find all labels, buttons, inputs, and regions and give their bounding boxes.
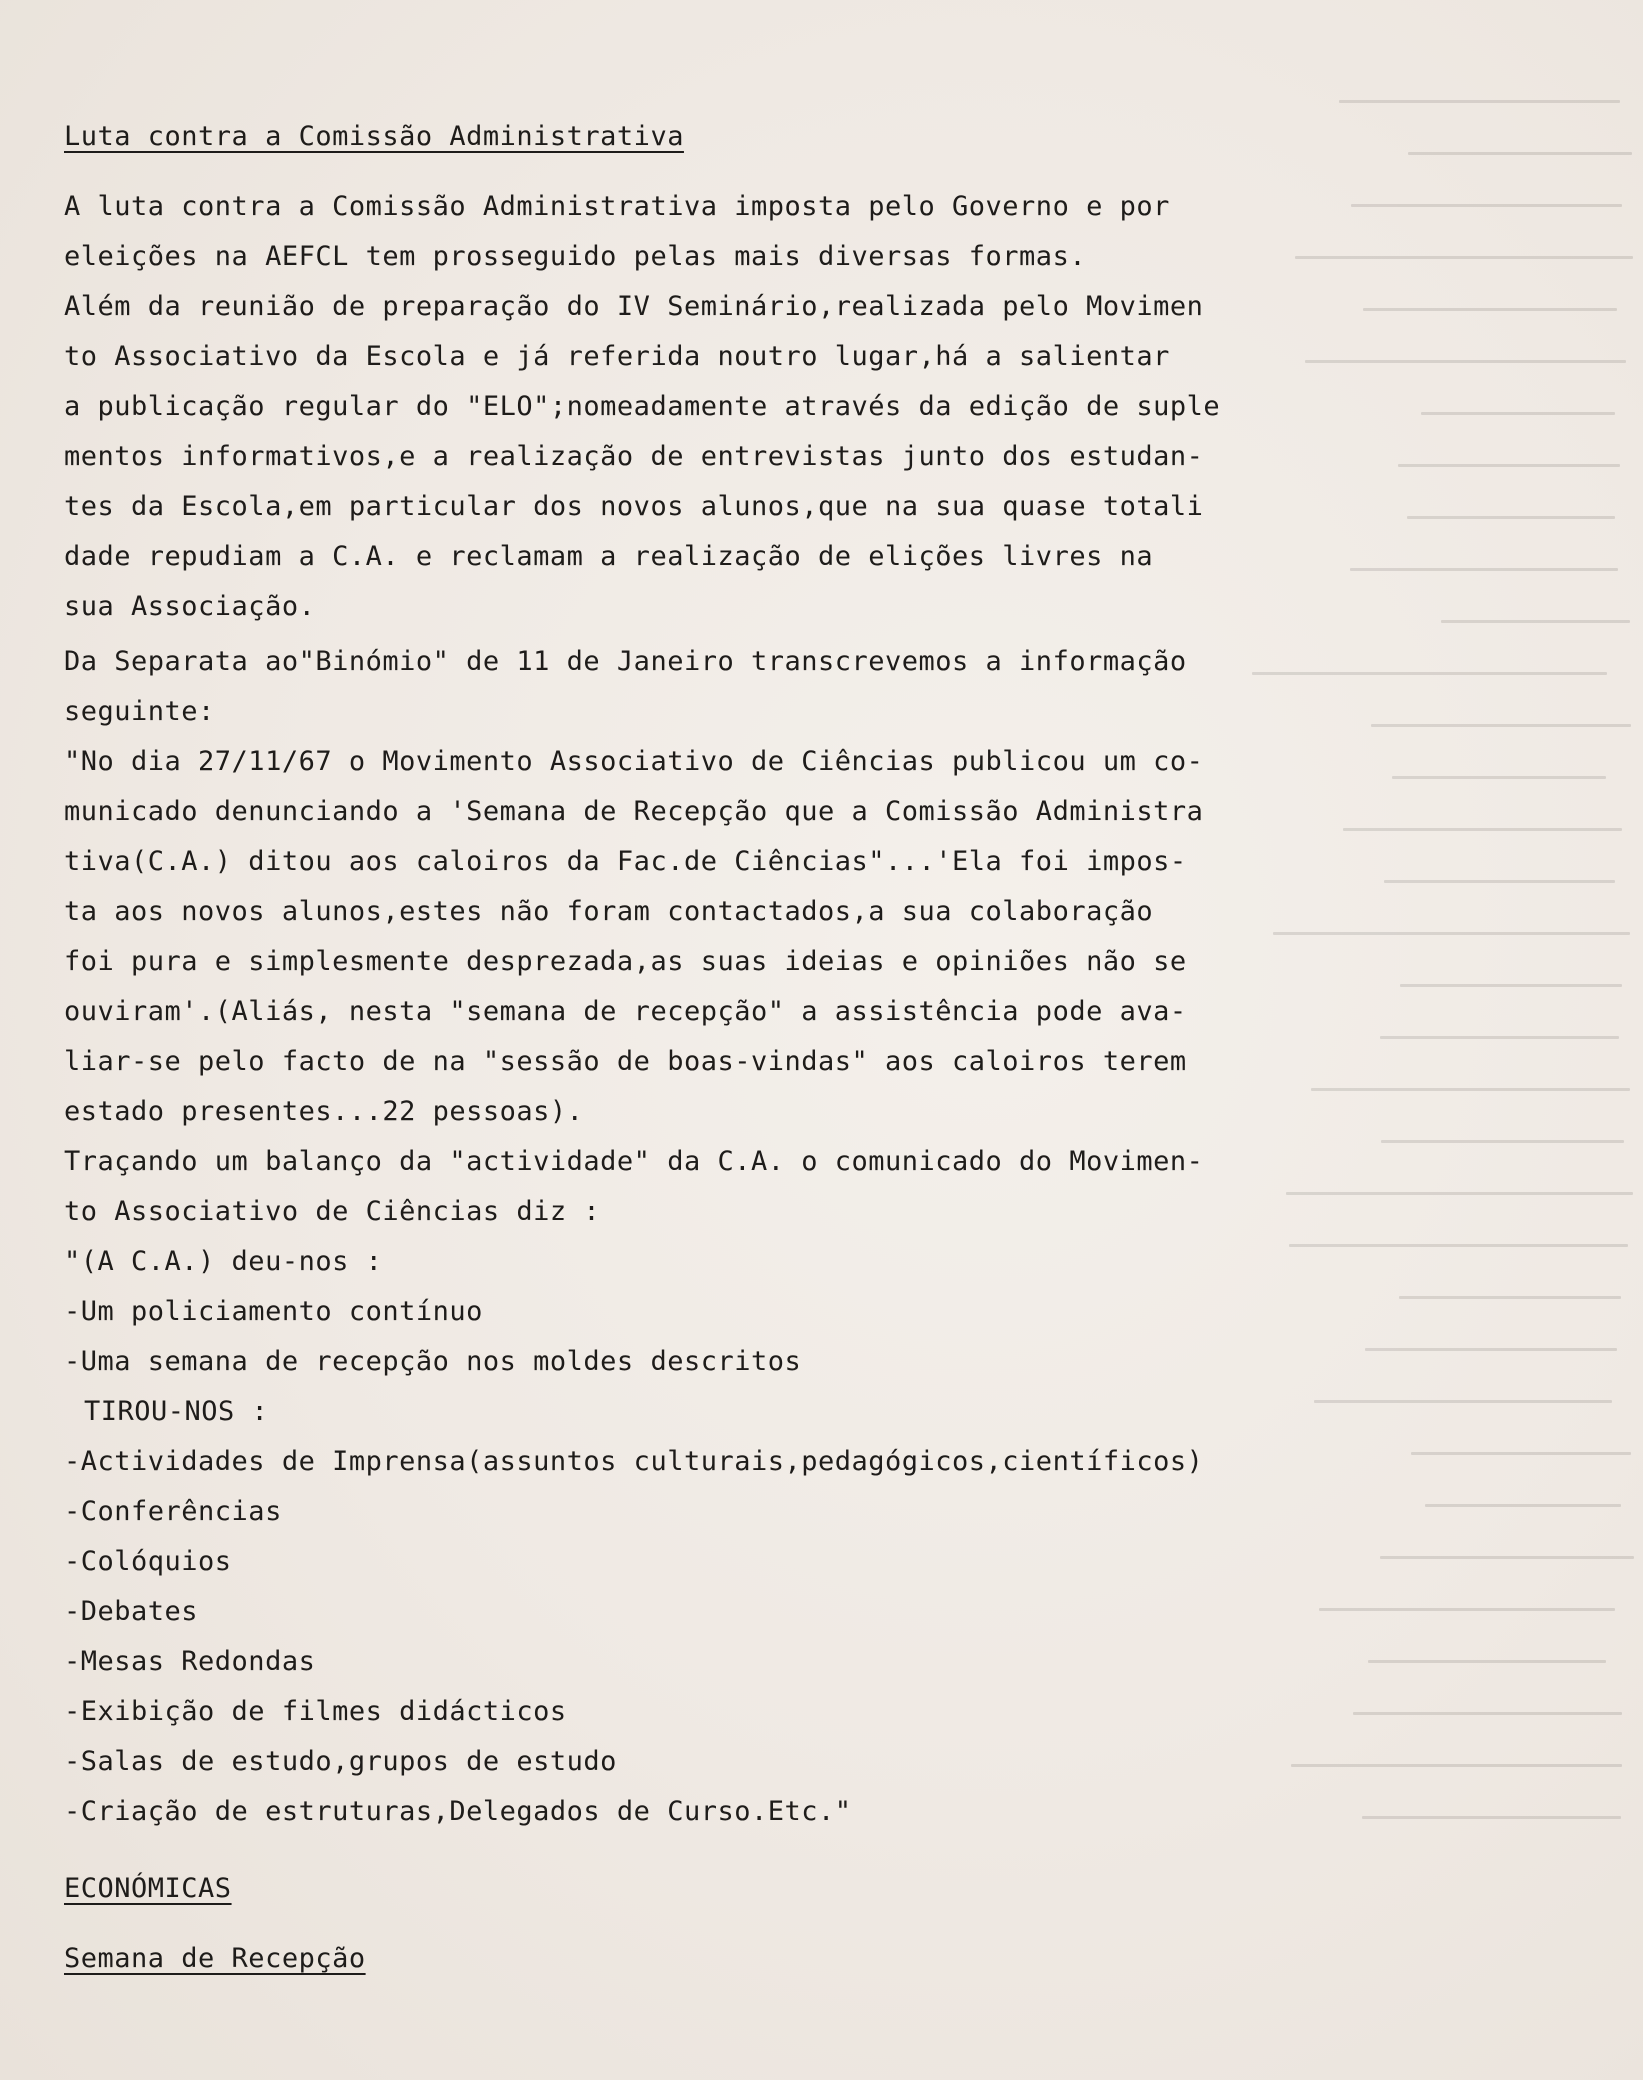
took-item: -Conferências [64, 1496, 282, 1527]
balance-line: "(A C.A.) deu-nos : [64, 1246, 383, 1277]
bleed-stroke [1384, 880, 1615, 883]
bleed-stroke [1371, 724, 1631, 727]
took-item: -Exibição de filmes didácticos [64, 1696, 567, 1727]
took-item: -Actividades de Imprensa(assuntos culturais,pedagógicos,científicos) [64, 1446, 1204, 1477]
paragraph-line: a publicação regular do "ELO";nomeadamente através da edição de suple [64, 391, 1221, 422]
bleed-stroke [1408, 152, 1632, 155]
heading: Luta contra a Comissão Administrativa [64, 121, 684, 152]
balance-line: Traçando um balanço da "actividade" da C.A. o comunicado do Movimen- [64, 1146, 1204, 1177]
bleed-stroke [1350, 568, 1618, 571]
paragraph-line: eleições na AEFCL tem prosseguido pelas mais diversas formas. [64, 241, 1087, 272]
paragraph-line: Além da reunião de preparação do IV Seminário,realizada pelo Movimen [64, 291, 1204, 322]
bleed-stroke [1441, 620, 1630, 623]
bleed-stroke [1305, 360, 1626, 363]
paragraph-line: sua Associação. [64, 591, 316, 622]
quote-line: foi pura e simplesmente desprezada,as suas ideias e opiniões não se [64, 946, 1187, 977]
quote-line: estado presentes...22 pessoas). [64, 1096, 584, 1127]
took-item: -Mesas Redondas [64, 1646, 316, 1677]
bleed-stroke [1252, 672, 1607, 675]
took-item: -Colóquios [64, 1546, 232, 1577]
bleed-stroke [1311, 1088, 1630, 1091]
bleed-stroke [1351, 204, 1622, 207]
bleed-stroke [1400, 984, 1622, 987]
bleed-stroke [1380, 1556, 1634, 1559]
took-item: -Criação de estruturas,Delegados de Curso.Etc." [64, 1796, 852, 1827]
bleed-stroke [1411, 1452, 1631, 1455]
bleed-stroke [1392, 776, 1606, 779]
bleed-stroke [1399, 1296, 1621, 1299]
quote-line: tiva(C.A.) ditou aos caloiros da Fac.de Ciências"...'Ela foi impos- [64, 846, 1187, 877]
bleed-stroke [1407, 516, 1615, 519]
intro-line: seguinte: [64, 696, 215, 727]
bleed-stroke [1319, 1608, 1615, 1611]
took-label: TIROU-NOS : [84, 1396, 269, 1427]
bleed-stroke [1365, 1348, 1617, 1351]
gave-item: -Uma semana de recepção nos moldes descritos [64, 1346, 802, 1377]
quote-line: ta aos novos alunos,estes não foram contactados,a sua colaboração [64, 896, 1154, 927]
bleed-stroke [1273, 932, 1630, 935]
bleed-stroke [1362, 1816, 1621, 1819]
paragraph-line: to Associativo da Escola e já referida noutro lugar,há a salientar [64, 341, 1170, 372]
gave-item: -Um policiamento contínuo [64, 1296, 483, 1327]
bleed-stroke [1291, 1764, 1622, 1767]
bleed-stroke [1425, 1504, 1621, 1507]
paragraph-line: dade repudiam a C.A. e reclamam a realização de elições livres na [64, 541, 1154, 572]
quote-line: "No dia 27/11/67 o Movimento Associativo de Ciências publicou um co- [64, 746, 1204, 777]
bleed-stroke [1368, 1660, 1606, 1663]
took-item: -Salas de estudo,grupos de estudo [64, 1746, 617, 1777]
bleed-stroke [1363, 308, 1617, 311]
paragraph-line: A luta contra a Comissão Administrativa imposta pelo Governo e por [64, 191, 1170, 222]
bleed-stroke [1339, 100, 1620, 103]
intro-line: Da Separata ao"Binómio" de 11 de Janeiro transcrevemos a informação [64, 646, 1187, 677]
bleed-stroke [1380, 1036, 1619, 1039]
bleed-stroke [1343, 828, 1622, 831]
took-item: -Debates [64, 1596, 199, 1627]
subsection-heading: Semana de Recepção [64, 1943, 366, 1974]
bleed-stroke [1314, 1400, 1612, 1403]
paragraph-line: tes da Escola,em particular dos novos alunos,que na sua quase totali [64, 491, 1204, 522]
bleed-stroke [1353, 1712, 1622, 1715]
reverse-side-bleed-through [1255, 80, 1635, 1980]
balance-line: to Associativo de Ciências diz : [64, 1196, 601, 1227]
quote-line: liar-se pelo facto de na "sessão de boas-vindas" aos caloiros terem [64, 1046, 1187, 1077]
bleed-stroke [1289, 1244, 1628, 1247]
bleed-stroke [1286, 1192, 1633, 1195]
bleed-stroke [1381, 1140, 1624, 1143]
bleed-stroke [1421, 412, 1615, 415]
quote-line: municado denunciando a 'Semana de Recepção que a Comissão Administra [64, 796, 1204, 827]
bleed-stroke [1398, 464, 1620, 467]
paragraph-line: mentos informativos,e a realização de entrevistas junto dos estudan- [64, 441, 1204, 472]
quote-line: ouviram'.(Aliás, nesta "semana de recepção" a assistência pode ava- [64, 996, 1187, 1027]
section-heading: ECONÓMICAS [64, 1873, 232, 1904]
bleed-stroke [1295, 256, 1633, 259]
